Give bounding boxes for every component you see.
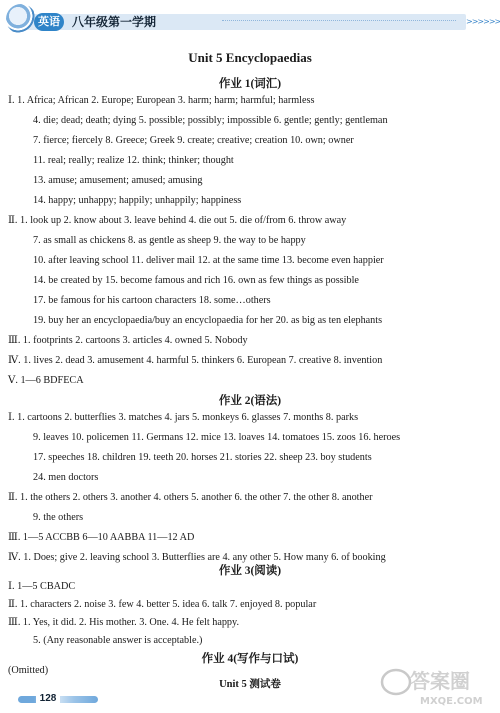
watermark-icon — [376, 662, 494, 708]
hw4-title: 作业 4(写作与口试) — [201, 653, 299, 665]
answer-line: 17. speeches 18. children 19. teeth 20. horses 21. stories 22. sheep 23. boy students — [33, 452, 372, 463]
answer-line: 9. leaves 10. policemen 11. Germans 12. mice 13. loaves 14. tomatoes 15. zoos 16. heroes — [33, 432, 401, 443]
hw1-title: 作业 1(词汇) — [218, 78, 282, 90]
answer-line: Ⅳ. 1. Does; give 2. leaving school 3. Butterflies are 4. any other 5. How many 6. of booking — [8, 552, 386, 563]
answer-line: Ⅰ. 1—5 CBADC — [8, 581, 76, 592]
answer-line: Ⅰ. 1. Africa; African 2. Europe; European 3. harm; harm; harmful; harmless — [8, 95, 315, 106]
answer-line: Ⅰ. 1. cartoons 2. butterflies 3. matches 4. jars 5. monkeys 6. glasses 7. months 8. parks — [8, 412, 359, 423]
answer-line: 9. the others — [33, 512, 84, 523]
answer-line: 7. as small as chickens 8. as gentle as sheep 9. the way to be happy — [33, 235, 306, 246]
hw3-title: 作业 3(阅读) — [218, 565, 282, 577]
answer-line: 14. be created by 15. become famous and rich 16. own as few things as possible — [33, 275, 359, 286]
answer-line: 7. fierce; fiercely 8. Greece; Greek 9. create; creative; creation 10. own; owner — [33, 135, 354, 146]
chevrons-icon: >>>>>> — [466, 17, 500, 26]
watermark-logo — [376, 662, 494, 708]
unit-title: Unit 5 Encyclopaedias — [188, 50, 312, 65]
answer-line: 13. amuse; amusement; amused; amusing — [33, 175, 203, 186]
answer-line: Ⅴ. 1—6 BDFECA — [8, 375, 84, 386]
answer-line: 24. men doctors — [33, 472, 99, 483]
watermark-text: 答案圈 — [410, 669, 470, 693]
page-number-tab — [18, 692, 98, 706]
answer-line: Ⅲ. 1. footprints 2. cartoons 3. articles 4. owned 5. Nobody — [8, 335, 248, 346]
answer-line: 4. die; dead; death; dying 5. possible; possibly; impossible 6. gentle; gently; gentleman — [33, 115, 388, 126]
answer-line: 10. after leaving school 11. deliver mail 12. at the same time 13. become even happier — [33, 255, 384, 266]
test-title: Unit 5 测试卷 — [219, 679, 281, 690]
answer-line: 19. buy her an encyclopaedia/buy an encyclopaedia for her 20. as big as ten elephants — [33, 315, 383, 326]
answer-line: (Omitted) — [8, 665, 49, 676]
watermark-url: MXQE.COM — [420, 696, 483, 707]
answer-line: 11. real; really; realize 12. think; thinker; thought — [33, 155, 234, 166]
book-title: 八年级第一学期 — [72, 15, 157, 29]
answer-line: Ⅳ. 1. lives 2. dead 3. amusement 4. harmful 5. thinkers 6. European 7. creative 8. invention — [8, 355, 383, 366]
answer-line: 5. (Any reasonable answer is acceptable.) — [33, 635, 203, 646]
subject-badge: 英语 — [34, 13, 64, 31]
header-divider — [222, 20, 456, 21]
page-number: 128 — [36, 692, 60, 706]
answer-line: Ⅱ. 1. look up 2. know about 3. leave behind 4. die out 5. die of/from 6. throw away — [8, 215, 347, 226]
hw2-title: 作业 2(语法) — [218, 395, 282, 407]
answer-line: 14. happy; unhappy; happily; unhappily; happiness — [33, 195, 242, 206]
answer-line: Ⅲ. 1—5 ACCBB 6—10 AABBA 11—12 AD — [8, 532, 195, 543]
answer-line: 17. be famous for his cartoon characters 18. some…others — [33, 295, 271, 306]
page-header — [0, 0, 500, 40]
swirl-logo-icon — [6, 4, 36, 34]
answer-line: Ⅱ. 1. characters 2. noise 3. few 4. better 5. idea 6. talk 7. enjoyed 8. popular — [8, 599, 317, 610]
answer-line: Ⅱ. 1. the others 2. others 3. another 4. others 5. another 6. the other 7. the other 8. another — [8, 492, 373, 503]
answer-line: Ⅲ. 1. Yes, it did. 2. His mother. 3. One. 4. He felt happy. — [8, 617, 240, 628]
